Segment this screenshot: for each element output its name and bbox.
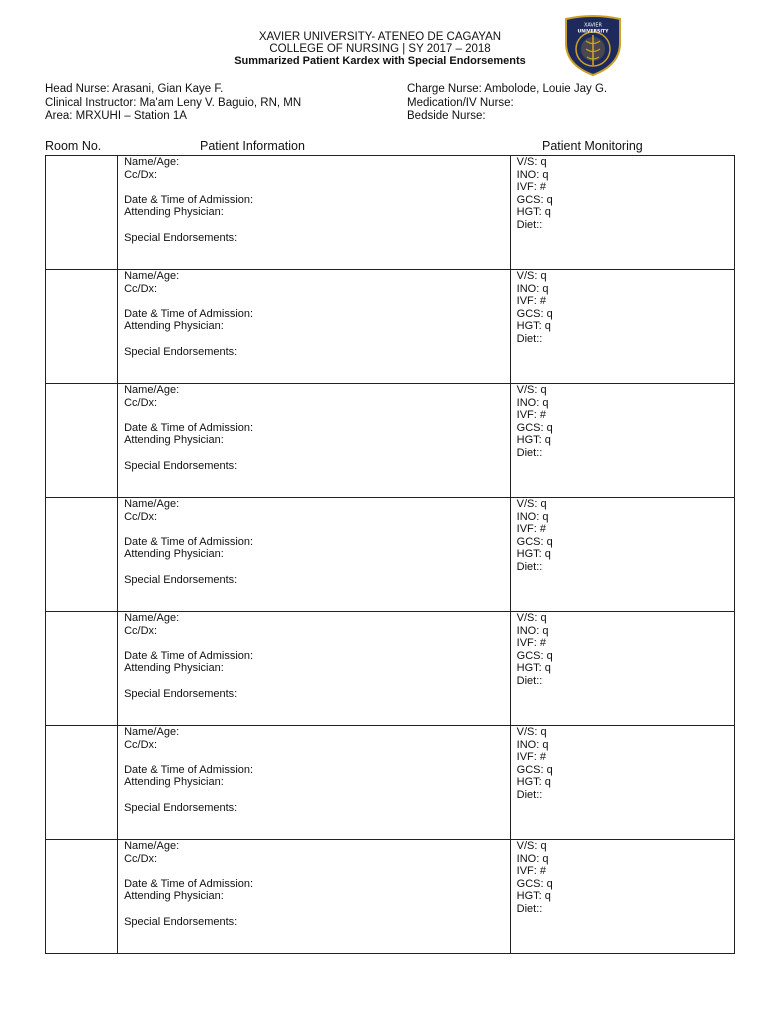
cc-dx-label: Cc/Dx: bbox=[124, 396, 158, 409]
patient-monitoring-cell[interactable] bbox=[510, 498, 734, 612]
admission-label: Date & Time of Admission: bbox=[124, 193, 254, 206]
special-endorsements-label: Special Endorsements: bbox=[124, 231, 238, 244]
name-age-label: Name/Age: bbox=[124, 726, 180, 738]
ivf-label: IVF: # bbox=[516, 637, 546, 650]
cc-dx-label: Cc/Dx: bbox=[124, 282, 158, 295]
diet-label: Diet:: bbox=[516, 332, 543, 345]
room-number-cell[interactable] bbox=[46, 726, 118, 840]
room-number bbox=[46, 726, 117, 739]
vital-signs-label: V/S: q bbox=[516, 384, 547, 396]
room-number-cell[interactable] bbox=[46, 156, 118, 270]
diet-label: Diet:: bbox=[516, 788, 543, 801]
seal-sub-text: UNIVERSITY bbox=[577, 29, 609, 35]
patient-information-cell[interactable] bbox=[118, 498, 511, 612]
patient-monitoring-cell[interactable] bbox=[510, 612, 734, 726]
room-number bbox=[46, 612, 117, 625]
patient-row bbox=[46, 840, 735, 954]
ino-label: INO: q bbox=[516, 624, 549, 637]
patient-monitoring-cell[interactable] bbox=[510, 726, 734, 840]
special-endorsements-label: Special Endorsements: bbox=[124, 573, 238, 586]
admission-label: Date & Time of Admission: bbox=[124, 649, 254, 662]
ivf-label: IVF: # bbox=[516, 523, 546, 536]
patient-info-column-header: Patient Information bbox=[200, 139, 305, 153]
diet-label: Diet:: bbox=[516, 674, 543, 687]
special-endorsements-label: Special Endorsements: bbox=[124, 801, 238, 814]
name-age-label: Name/Age: bbox=[124, 270, 180, 282]
patient-row bbox=[46, 270, 735, 384]
name-age-label: Name/Age: bbox=[124, 156, 180, 168]
clinical-instructor: Clinical Instructor: Ma'am Leny V. Baguio, RN, MN bbox=[45, 97, 302, 109]
patient-row bbox=[46, 498, 735, 612]
cc-dx-label: Cc/Dx: bbox=[124, 168, 158, 181]
gcs-label: GCS: q bbox=[516, 535, 553, 548]
admission-label: Date & Time of Admission: bbox=[124, 535, 254, 548]
room-number-cell[interactable] bbox=[46, 612, 118, 726]
seal-top-text: XAVIER bbox=[583, 22, 603, 29]
ino-label: INO: q bbox=[516, 396, 549, 409]
patient-monitoring-column-header: Patient Monitoring bbox=[542, 139, 643, 153]
ino-label: INO: q bbox=[516, 738, 549, 751]
patient-row bbox=[46, 156, 735, 270]
gcs-label: GCS: q bbox=[516, 421, 553, 434]
vital-signs-label: V/S: q bbox=[516, 840, 547, 852]
ivf-label: IVF: # bbox=[516, 409, 546, 422]
patient-information-cell[interactable] bbox=[118, 270, 511, 384]
vital-signs-label: V/S: q bbox=[516, 156, 547, 168]
medication-iv-nurse: Medication/IV Nurse: bbox=[407, 97, 514, 109]
university-seal-icon bbox=[560, 13, 626, 77]
name-age-label: Name/Age: bbox=[124, 384, 180, 396]
cc-dx-label: Cc/Dx: bbox=[124, 738, 158, 751]
attending-physician-label: Attending Physician: bbox=[124, 776, 224, 789]
hgt-label: HGT: q bbox=[516, 206, 551, 219]
ino-label: INO: q bbox=[516, 510, 549, 523]
name-age-label: Name/Age: bbox=[124, 612, 180, 624]
room-number-cell[interactable] bbox=[46, 270, 118, 384]
room-number bbox=[46, 384, 117, 397]
ino-label: INO: q bbox=[516, 852, 549, 865]
cc-dx-label: Cc/Dx: bbox=[124, 510, 158, 523]
gcs-label: GCS: q bbox=[516, 763, 553, 776]
gcs-label: GCS: q bbox=[516, 649, 553, 662]
ino-label: INO: q bbox=[516, 168, 549, 181]
vital-signs-label: V/S: q bbox=[516, 498, 547, 510]
ivf-label: IVF: # bbox=[516, 865, 546, 878]
patient-monitoring-cell[interactable] bbox=[510, 384, 734, 498]
bedside-nurse: Bedside Nurse: bbox=[407, 110, 486, 122]
vital-signs-label: V/S: q bbox=[516, 612, 547, 624]
patient-information-cell[interactable] bbox=[118, 156, 511, 270]
charge-nurse: Charge Nurse: Ambolode, Louie Jay G. bbox=[407, 83, 608, 95]
kardex-table bbox=[45, 155, 735, 954]
gcs-label: GCS: q bbox=[516, 307, 553, 320]
ino-label: INO: q bbox=[516, 282, 549, 295]
university-name: XAVIER UNIVERSITY- ATENEO DE CAGAYAN bbox=[258, 31, 502, 43]
hgt-label: HGT: q bbox=[516, 776, 551, 789]
attending-physician-label: Attending Physician: bbox=[124, 662, 224, 675]
college-and-school-year: COLLEGE OF NURSING | SY 2017 – 2018 bbox=[269, 43, 491, 55]
admission-label: Date & Time of Admission: bbox=[124, 421, 254, 434]
area: Area: MRXUHI – Station 1A bbox=[45, 110, 187, 122]
hgt-label: HGT: q bbox=[516, 662, 551, 675]
room-number bbox=[46, 156, 117, 169]
special-endorsements-label: Special Endorsements: bbox=[124, 459, 238, 472]
name-age-label: Name/Age: bbox=[124, 840, 180, 852]
patient-information-cell[interactable] bbox=[118, 726, 511, 840]
attending-physician-label: Attending Physician: bbox=[124, 320, 224, 333]
attending-physician-label: Attending Physician: bbox=[124, 890, 224, 903]
vital-signs-label: V/S: q bbox=[516, 726, 547, 738]
special-endorsements-label: Special Endorsements: bbox=[124, 915, 238, 928]
room-number-cell[interactable] bbox=[46, 498, 118, 612]
room-number-cell[interactable] bbox=[46, 384, 118, 498]
patient-monitoring-cell[interactable] bbox=[510, 840, 734, 954]
attending-physician-label: Attending Physician: bbox=[124, 548, 224, 561]
hgt-label: HGT: q bbox=[516, 320, 551, 333]
diet-label: Diet:: bbox=[516, 446, 543, 459]
hgt-label: HGT: q bbox=[516, 548, 551, 561]
vital-signs-label: V/S: q bbox=[516, 270, 547, 282]
ivf-label: IVF: # bbox=[516, 295, 546, 308]
admission-label: Date & Time of Admission: bbox=[124, 877, 254, 890]
patient-monitoring-cell[interactable] bbox=[510, 270, 734, 384]
patient-information-cell[interactable] bbox=[118, 384, 511, 498]
room-column-header: Room No. bbox=[45, 139, 102, 153]
gcs-label: GCS: q bbox=[516, 877, 553, 890]
gcs-label: GCS: q bbox=[516, 193, 553, 206]
head-nurse: Head Nurse: Arasani, Gian Kaye F. bbox=[45, 83, 224, 95]
diet-label: Diet:: bbox=[516, 902, 543, 915]
name-age-label: Name/Age: bbox=[124, 498, 180, 510]
patient-row bbox=[46, 726, 735, 840]
admission-label: Date & Time of Admission: bbox=[124, 763, 254, 776]
ivf-label: IVF: # bbox=[516, 181, 546, 194]
diet-label: Diet:: bbox=[516, 218, 543, 231]
form-title: Summarized Patient Kardex with Special Endorsements bbox=[234, 55, 526, 67]
room-number-cell[interactable] bbox=[46, 840, 118, 954]
ivf-label: IVF: # bbox=[516, 751, 546, 764]
attending-physician-label: Attending Physician: bbox=[124, 206, 224, 219]
room-number bbox=[46, 498, 117, 511]
special-endorsements-label: Special Endorsements: bbox=[124, 345, 238, 358]
cc-dx-label: Cc/Dx: bbox=[124, 852, 158, 865]
hgt-label: HGT: q bbox=[516, 434, 551, 447]
room-number bbox=[46, 270, 117, 283]
diet-label: Diet:: bbox=[516, 560, 543, 573]
patient-monitoring-cell[interactable] bbox=[510, 156, 734, 270]
patient-row bbox=[46, 384, 735, 498]
room-number bbox=[46, 840, 117, 853]
cc-dx-label: Cc/Dx: bbox=[124, 624, 158, 637]
admission-label: Date & Time of Admission: bbox=[124, 307, 254, 320]
special-endorsements-label: Special Endorsements: bbox=[124, 687, 238, 700]
attending-physician-label: Attending Physician: bbox=[124, 434, 224, 447]
patient-row bbox=[46, 612, 735, 726]
hgt-label: HGT: q bbox=[516, 890, 551, 903]
patient-information-cell[interactable] bbox=[118, 612, 511, 726]
patient-information-cell[interactable] bbox=[118, 840, 511, 954]
